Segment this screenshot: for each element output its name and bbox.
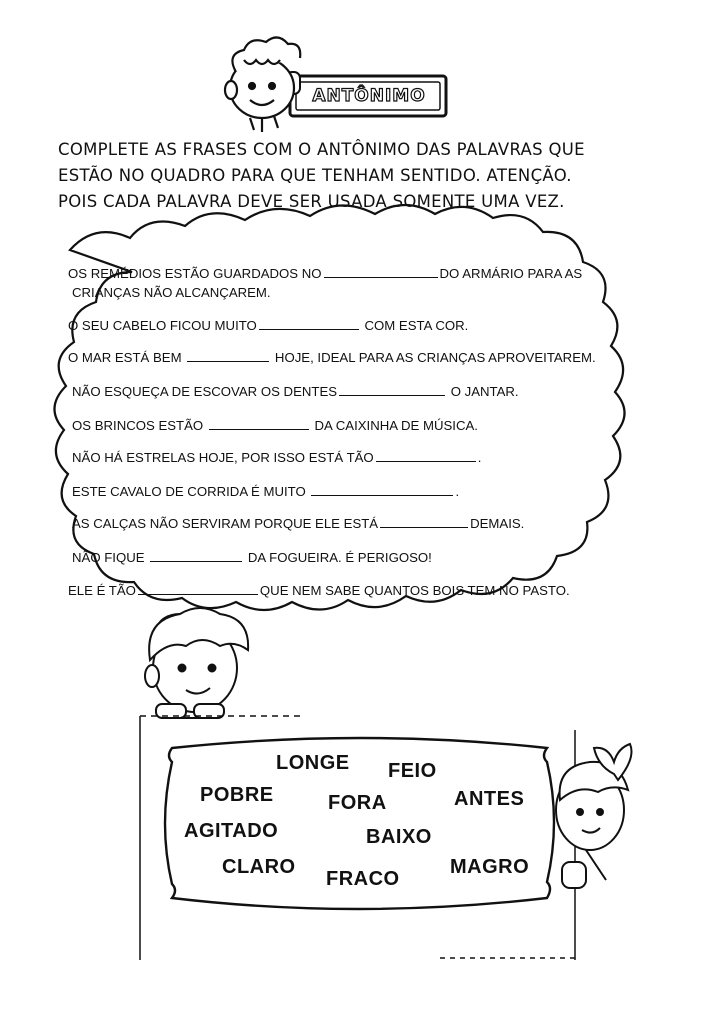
sentence-text: O SEU CABELO FICOU MUITO: [68, 318, 257, 333]
answer-blank[interactable]: [259, 318, 359, 330]
sentence-text: DEMAIS.: [470, 516, 525, 531]
answer-blank[interactable]: [209, 418, 309, 430]
sentence-text: OS REMÉDIOS ESTÃO GUARDADOS NO: [68, 266, 322, 281]
instruction-line: ESTÃO NO QUADRO PARA QUE TENHAM SENTIDO. ATENÇÃO.: [58, 166, 572, 185]
sentence-4: [72, 384, 519, 400]
word-bank-item: BAIXO: [366, 826, 432, 848]
sentence-8: [72, 516, 524, 532]
word-bank-item: ANTES: [454, 788, 525, 810]
instruction-line: COMPLETE AS FRASES COM O ANTÔNIMO DAS PALAVRAS QUE: [58, 140, 585, 159]
sentence-text: ELE É TÃO: [68, 583, 136, 598]
sentence-1-cont: [72, 285, 271, 301]
page-title: ANTÔNIMO: [312, 86, 426, 106]
sentence-text: O MAR ESTÁ BEM: [68, 350, 182, 365]
answer-blank[interactable]: [376, 450, 476, 462]
sentence-text: AS CALÇAS NÃO SERVIRAM PORQUE ELE ESTÁ: [72, 516, 379, 531]
word-bank-item: FRACO: [326, 868, 400, 890]
word-bank-item: POBRE: [200, 784, 274, 806]
sentence-10: [68, 583, 570, 599]
sentence-text: CRIANÇAS NÃO ALCANÇAREM.: [72, 285, 271, 300]
answer-blank[interactable]: [380, 516, 468, 528]
sentence-9: [72, 550, 432, 566]
sentence-2: [68, 318, 468, 334]
sentence-text: QUE NEM SABE QUANTOS BOIS TEM NO PASTO.: [259, 583, 570, 598]
sentence-text: ESTE CAVALO DE CORRIDA É MUITO: [72, 484, 306, 499]
word-bank-item: FEIO: [388, 760, 437, 782]
sentence-text: .: [455, 484, 460, 499]
sentence-text: OS BRINCOS ESTÃO: [72, 418, 204, 433]
sentence-1: [68, 266, 582, 282]
sentence-text: HOJE, IDEAL PARA AS CRIANÇAS APROVEITAREM.: [274, 350, 596, 365]
sentence-text: NÃO HÁ ESTRELAS HOJE, POR ISSO ESTÁ TÃO: [72, 450, 374, 465]
girl-figure-icon: [556, 744, 632, 888]
sentence-text: NÃO ESQUEÇA DE ESCOVAR OS DENTES: [72, 384, 338, 399]
answer-blank[interactable]: [324, 266, 438, 278]
word-bank-item: CLARO: [222, 856, 296, 878]
answer-blank[interactable]: [187, 350, 269, 362]
sentence-3: [68, 350, 596, 366]
sentence-text: .: [477, 450, 482, 465]
sentence-text: DA CAIXINHA DE MÚSICA.: [314, 418, 478, 433]
sentence-text: DO ARMÁRIO PARA AS: [439, 266, 583, 281]
answer-blank[interactable]: [138, 583, 258, 595]
answer-blank[interactable]: [150, 550, 242, 562]
sentence-text: DA FOGUEIRA. É PERIGOSO!: [247, 550, 432, 565]
sentence-5: [72, 418, 478, 434]
sentence-text: NÃO FIQUE: [72, 550, 145, 565]
word-bank-item: LONGE: [276, 752, 350, 774]
sentence-text: O JANTAR.: [450, 384, 519, 399]
word-bank-item: AGITADO: [184, 820, 279, 842]
answer-blank[interactable]: [311, 484, 453, 496]
sentence-text: COM ESTA COR.: [364, 318, 469, 333]
sentence-6: [72, 450, 481, 466]
word-bank-item: FORA: [328, 792, 387, 814]
answer-blank[interactable]: [339, 384, 445, 396]
instruction-line: POIS CADA PALAVRA DEVE SER USADA SOMENTE UMA VEZ.: [58, 192, 565, 211]
sentence-7: [72, 484, 459, 500]
boy-figure-icon: [145, 608, 248, 718]
word-bank-item: MAGRO: [450, 856, 530, 878]
